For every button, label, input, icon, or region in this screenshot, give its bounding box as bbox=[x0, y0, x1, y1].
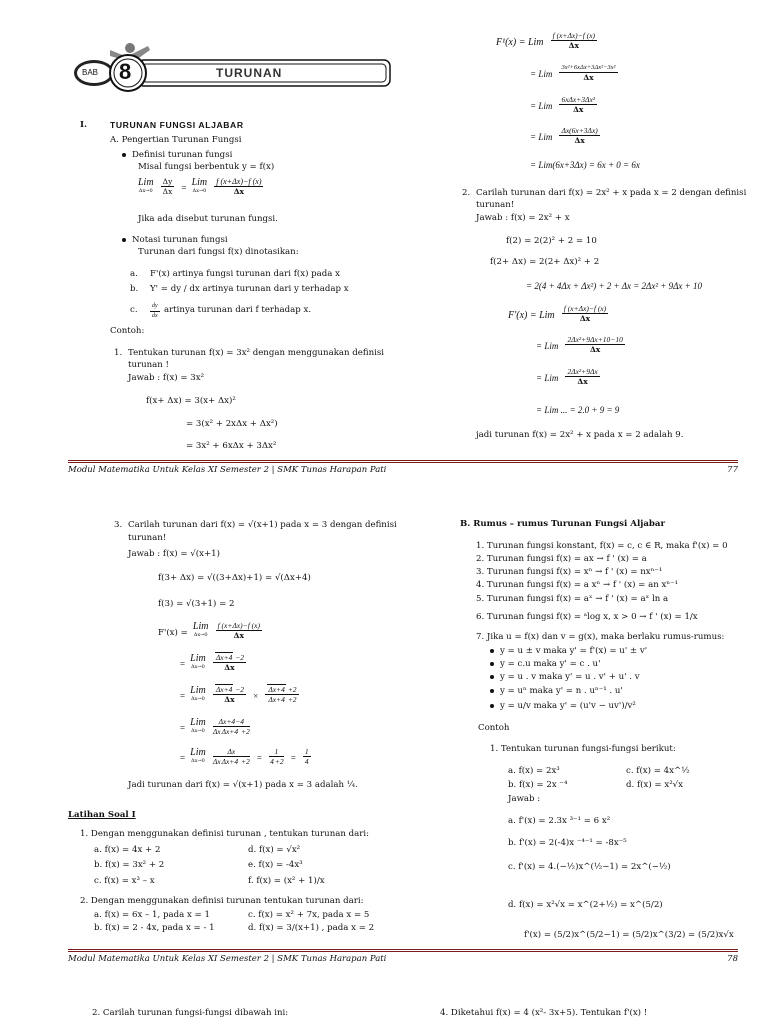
ex3-derivation-1: F'(x) = Lim Δx→0 $\frac{f (x+\Delta x)-f (x)}{\Delta x}$ bbox=[158, 620, 260, 640]
rumus-5: 5. Turunan fungsi f(x) = aˣ → f ' (x) = aˣ ln a bbox=[476, 594, 669, 604]
ex2-deriv-lim: = Lim bbox=[536, 373, 559, 383]
notasi-c: artinya turunan dari f terhadap x. bbox=[164, 305, 312, 315]
ex2-text2: turunan! bbox=[476, 200, 515, 210]
latihan1-item-d: d. f(x) = √x² bbox=[248, 845, 301, 855]
ex1-step1: f(x+ Δx) = 3(x+ Δx)² bbox=[146, 396, 236, 406]
def-formula: Lim Δx→0 $\frac{\Delta y}{\Delta x}$ = Lim Δx→0 $\frac{f (x+\Delta x)-f (x)}{\Delta x}$ bbox=[138, 176, 262, 196]
subsection-b: B. Rumus – rumus Turunan Fungsi Aljabar bbox=[460, 519, 665, 529]
contoh2-d: d. f(x) = x²√x bbox=[626, 780, 683, 790]
ex2-deriv-head: F'(x) = Lim bbox=[508, 310, 555, 321]
rumus7-text: y = u ± v maka y' = f'(x) = u' ± v' bbox=[500, 646, 648, 656]
rumus7-text: y = c.u maka y' = c . u' bbox=[500, 659, 601, 669]
contoh2-jawab: Jawab : bbox=[508, 794, 541, 804]
page-number: 77 bbox=[727, 465, 738, 475]
ex3-jawab: Jawab : f(x) = √(x+1) bbox=[128, 549, 221, 559]
ex1-step2: = 3(x² + 2xΔx + Δx²) bbox=[186, 419, 278, 429]
p3-item-2: 2. Carilah turunan fungsi-fungsi dibawah ini: bbox=[92, 1008, 289, 1018]
footer-text: Modul Matematika Untuk Kelas XI Semester 2 | SMK Tunas Harapan Pati bbox=[68, 465, 387, 475]
footer-text: Modul Matematika Untuk Kelas XI Semester 2 | SMK Tunas Harapan Pati bbox=[68, 954, 387, 964]
ex1-derivation-3: = Lim $\frac{\text{6xΔx+3Δx²}}{\Delta x}$ bbox=[530, 95, 596, 114]
contoh2-c: c. f(x) = 4x^½ bbox=[626, 766, 690, 776]
ex3-derivation-2: = Lim Δx→0 $\frac{\Delta x+4 -2}{\Delta x}$ bbox=[180, 652, 245, 672]
bullet-icon bbox=[490, 649, 494, 653]
contoh2-answer-a: a. f'(x) = 2.3x ³⁻¹ = 6 x² bbox=[508, 816, 611, 826]
ex1-derivation-5: = Lim(6x+3Δx) = 6x + 0 = 6x bbox=[530, 160, 640, 170]
rumus7-item bbox=[490, 646, 647, 657]
ex2-deriv-lim: = Lim bbox=[536, 341, 559, 351]
rumus-3: 3. Turunan fungsi f(x) = xⁿ → f ' (x) = nxⁿ⁻¹ bbox=[476, 567, 663, 577]
ex2-text: Carilah turunan dari f(x) = 2x² + x pada x = 2 dengan definisi bbox=[476, 188, 747, 198]
rumus-1: 1. Turunan fungsi konstant, f(x) = c, c ∈ R, maka f'(x) = 0 bbox=[476, 541, 728, 551]
rumus7-text: y = u . v maka y' = u . v' + u' . v bbox=[500, 672, 640, 682]
notasi-a-label: a. bbox=[130, 269, 138, 279]
contoh2-item-1: 1. Tentukan turunan fungsi-fungsi berikut: bbox=[490, 744, 676, 754]
section-title: TURUNAN FUNGSI ALJABAR bbox=[110, 120, 244, 130]
bullet-icon bbox=[490, 675, 494, 679]
def-bullet bbox=[122, 150, 232, 161]
ex1-derivation-4: = Lim $\frac{\Delta x(6x+3\Delta x)}{\Delta x}$ bbox=[530, 126, 598, 145]
rumus-6: 6. Turunan fungsi f(x) = ᵃlog x, x > 0 → f ' (x) = 1/x bbox=[476, 612, 698, 622]
rumus7-item bbox=[490, 659, 600, 670]
contoh-label: Contoh: bbox=[110, 326, 145, 336]
notasi-title: Notasi turunan fungsi bbox=[132, 235, 228, 245]
bullet-icon bbox=[490, 704, 494, 708]
ex1-derivation-1: F¹(x) = Lim $\frac{f (x+\Delta x)-f (x)}{\Delta x}$ bbox=[496, 31, 596, 50]
latihan1-item-f: f. f(x) = (x² + 1)/x bbox=[248, 876, 325, 886]
rumus-4: 4. Turunan fungsi f(x) = a xⁿ → f ' (x) = an xⁿ⁻¹ bbox=[476, 580, 679, 590]
bullet-icon bbox=[490, 662, 494, 666]
ex3-derivation-5: = Lim Δx→0 $\frac{\Delta x}{\text{ΔxΔx+4 +2}}$ = $\frac{1}{4+2}$ = $\frac{1}{4}$ bbox=[180, 746, 309, 766]
ex3-text: Carilah turunan dari f(x) = √(x+1) pada x = 3 dengan definisi bbox=[128, 520, 397, 530]
contoh2-answer-c: c. f'(x) = 4.(−½)x^(½−1) = 2x^(−½) bbox=[508, 862, 671, 872]
rumus-2: 2. Turunan fungsi f(x) = ax → f ' (x) = a bbox=[476, 554, 647, 564]
bullet-icon bbox=[122, 238, 126, 242]
contoh2-label: Contoh bbox=[478, 723, 510, 733]
ex1-deriv-lim: = Lim bbox=[530, 101, 553, 111]
def-line: Misal fungsi berbentuk y = f(x) bbox=[138, 162, 275, 172]
ex2-conclusion: jadi turunan f(x) = 2x² + x pada x = 2 adalah 9. bbox=[476, 430, 684, 440]
ex2-step3: = 2(4 + 4Δx + Δx²) + 2 + Δx = 2Δx² + 9Δx + 10 bbox=[526, 281, 702, 291]
page-number: 78 bbox=[727, 954, 738, 964]
latihan2-item-a: a. f(x) = 6x – 1, pada x = 1 bbox=[94, 910, 210, 920]
notasi-a: F'(x) artinya fungsi turunan dari f(x) pada x bbox=[150, 269, 340, 279]
notasi-b-label: b. bbox=[130, 284, 139, 294]
contoh2-answer-d: d. f(x) = x²√x = x^(2+½) = x^(5/2) bbox=[508, 900, 663, 910]
ex1-deriv-head: F¹(x) = Lim bbox=[496, 37, 544, 48]
notasi-c-frac: $\frac{dy}{dx}$ bbox=[152, 303, 158, 319]
rumus7-item bbox=[490, 686, 623, 697]
ex3-conclusion: Jadi turunan dari f(x) = √(x+1) pada x = 3 adalah ¼. bbox=[128, 780, 358, 790]
ex2-jawab: Jawab : f(x) = 2x² + x bbox=[476, 213, 570, 223]
rumus7-text: y = uⁿ maka y' = n . uⁿ⁻¹ . u' bbox=[500, 686, 623, 696]
ex1-deriv-lim: = Lim bbox=[530, 69, 553, 79]
ex3-deriv-head: F'(x) = bbox=[158, 628, 188, 638]
ex2-derivation-3: = Lim $\frac{\text{2Δx²+9Δx}}{\Delta x}$ bbox=[536, 367, 598, 386]
ex3-num: 3. bbox=[114, 520, 123, 530]
notasi-c-label: c. bbox=[130, 305, 138, 315]
latihan1-item-c: c. f(x) = x³ – x bbox=[94, 876, 155, 886]
latihan2-instruction: 2. Dengan menggunakan definisi turunan tentukan turunan dari: bbox=[80, 896, 364, 906]
ex1-jawab: Jawab : f(x) = 3x² bbox=[128, 373, 205, 383]
def-note: Jika ada disebut turunan fungsi. bbox=[138, 214, 278, 224]
ex2-step2: f(2+ Δx) = 2(2+ Δx)² + 2 bbox=[490, 257, 600, 267]
latihan2-item-d: d. f(x) = 3/(x+1) , pada x = 2 bbox=[248, 923, 375, 933]
ex1-deriv-lim: = Lim bbox=[530, 132, 553, 142]
subsection-a: A. Pengertian Turunan Fungsi bbox=[110, 135, 242, 145]
def-title: Definisi turunan fungsi bbox=[132, 150, 233, 160]
ex3-step1: f(3+ Δx) = √((3+Δx)+1) = √(Δx+4) bbox=[158, 573, 311, 583]
footer-rule bbox=[68, 949, 738, 952]
notasi-b: Y' = dy / dx artinya turunan dari y terhadap x bbox=[150, 284, 349, 294]
latihan1-item-a: a. f(x) = 4x + 2 bbox=[94, 845, 161, 855]
latihan2-item-c: c. f(x) = x² + 7x, pada x = 5 bbox=[248, 910, 370, 920]
ex3-text2: turunan! bbox=[128, 533, 167, 543]
contoh2-a: a. f(x) = 2x³ bbox=[508, 766, 560, 776]
notasi-bullet bbox=[122, 235, 228, 246]
contoh2-b: b. f(x) = 2x ⁻⁴ bbox=[508, 780, 568, 790]
rumus-7: 7. Jika u = f(x) dan v = g(x), maka berlaku rumus-rumus: bbox=[476, 632, 725, 642]
contoh2-answer-b: b. f'(x) = 2(-4)x ⁻⁴⁻¹ = -8x⁻⁵ bbox=[508, 838, 627, 848]
latihan1-item-e: e. f(x) = -4x³ bbox=[248, 860, 303, 870]
p3-item-4: 4. Diketahui f(x) = 4 (x²- 3x+5). Tentukan f'(x) ! bbox=[440, 1008, 648, 1018]
contoh2-answer-d2: f'(x) = (5/2)x^(5/2−1) = (5/2)x^(3/2) = (5/2)x√x bbox=[524, 930, 734, 940]
ex2-deriv-lim: = Lim ... = 2.0 + 9 = 9 bbox=[536, 405, 620, 415]
ex1-text: Tentukan turunan f(x) = 3x² dengan menggunakan definisi bbox=[128, 348, 385, 358]
ex1-num: 1. bbox=[114, 348, 123, 358]
ex1-derivation-2: = Lim $\frac{\text{3x²+6xΔx+3Δx²−3x²}}{\Delta x}$ bbox=[530, 64, 616, 82]
page-footer bbox=[68, 954, 738, 964]
ex1-step3: = 3x² + 6xΔx + 3Δx² bbox=[186, 441, 277, 451]
ex2-derivation-2: = Lim $\frac{\text{2Δx²+9Δx+10−10}}{\Delta x}$ bbox=[536, 335, 623, 354]
ex1-text2: turunan ! bbox=[128, 360, 170, 370]
ex2-num: 2. bbox=[462, 188, 471, 198]
bab-label: BAB bbox=[82, 68, 99, 77]
rumus7-item bbox=[490, 672, 640, 683]
page-footer bbox=[68, 465, 738, 475]
ex3-step2: f(3) = √(3+1) = 2 bbox=[158, 599, 235, 609]
rumus7-text: y = u/v maka y' = (u'v − uv')/v² bbox=[500, 701, 636, 711]
rumus7-item bbox=[490, 701, 636, 712]
latihan-title: Latihan Soal I bbox=[68, 810, 136, 820]
section-number: I. bbox=[80, 120, 88, 130]
footer-rule bbox=[68, 460, 738, 463]
notasi-line: Turunan dari fungsi f(x) dinotasikan: bbox=[138, 247, 299, 257]
bullet-icon bbox=[122, 153, 126, 157]
latihan1-instruction: 1. Dengan menggunakan definisi turunan , tentukan turunan dari: bbox=[80, 829, 369, 839]
bab-number: 8 bbox=[119, 59, 132, 84]
ex2-derivation-1: F'(x) = Lim $\frac{f (x+\Delta x)-f (x)}{\Delta x}$ bbox=[508, 304, 607, 323]
latihan1-item-b: b. f(x) = 3x² + 2 bbox=[94, 860, 165, 870]
ex3-derivation-4: = Lim Δx→0 $\frac{\Delta x+4-4}{\text{ΔxΔx+4 +2}}$ bbox=[180, 716, 250, 736]
ex2-step1: f(2) = 2(2)² + 2 = 10 bbox=[506, 236, 597, 246]
ex2-derivation-4 bbox=[536, 398, 619, 417]
chapter-title: TURUNAN bbox=[216, 66, 283, 80]
latihan2-item-b: b. f(x) = 2 - 4x, pada x = - 1 bbox=[94, 923, 215, 933]
chapter-header bbox=[70, 42, 395, 104]
bullet-icon bbox=[490, 689, 494, 693]
ex3-derivation-3: = Lim Δx→0 $\frac{\Delta x+4 -2}{\Delta x}$ × $\frac{\Delta x+4 +2}{\Delta x+4 +2}$ bbox=[180, 684, 297, 704]
